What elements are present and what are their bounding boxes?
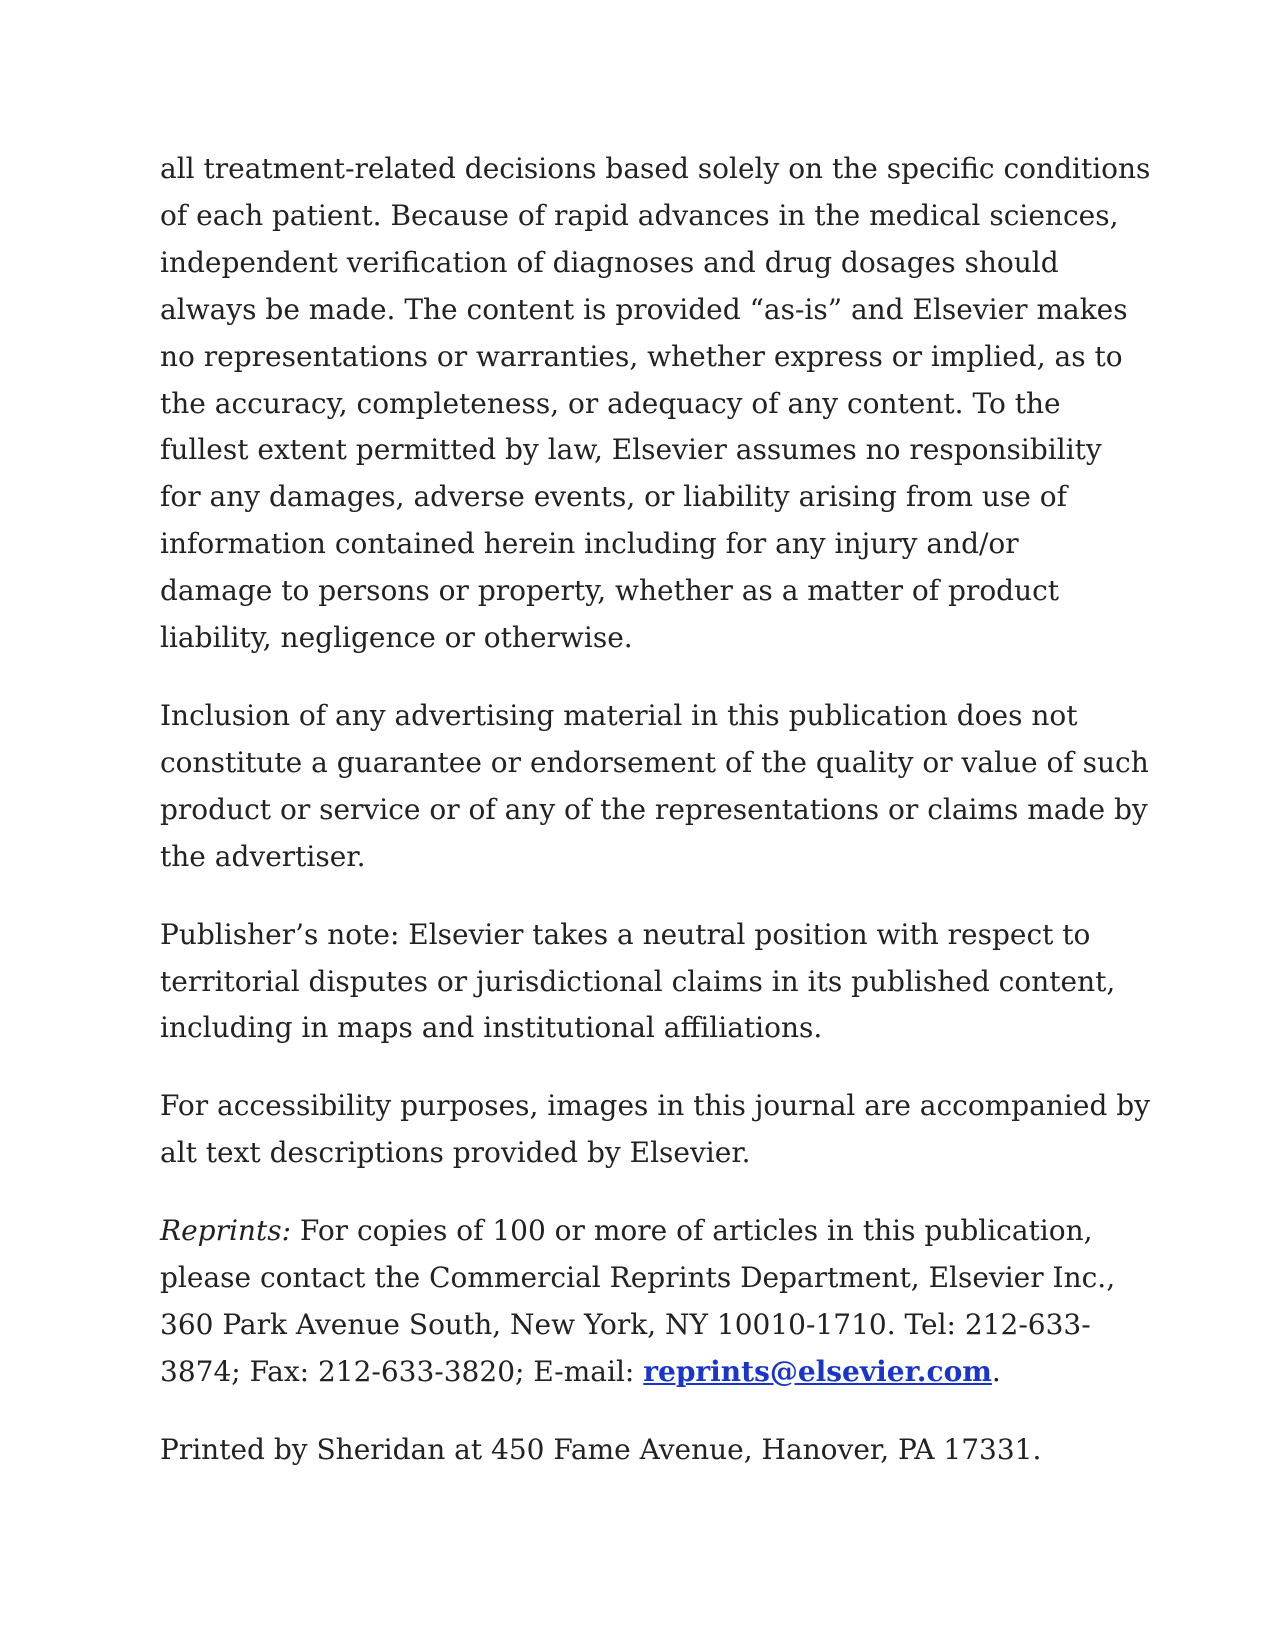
reprints-line <box>160 1208 1126 1255</box>
disclaimer-line: of each patient. Because of rapid advances in the medical sciences, <box>160 198 1119 232</box>
reprints-line: 360 Park Avenue South, New York, NY 10010-1710. Tel: 212-633- <box>160 1307 1091 1341</box>
disclaimer-line: independent verification of diagnoses and drug dosages should <box>160 245 1059 279</box>
disclaimer-line: for any damages, adverse events, or liability arising from use of <box>160 480 1067 514</box>
reprints-line <box>160 1349 1126 1396</box>
advertising-line: the advertiser. <box>160 839 366 873</box>
printed-by-line: Printed by Sheridan at 450 Fame Avenue, Hanover, PA 17331. <box>160 1432 1042 1466</box>
disclaimer-line: no representations or warranties, whether express or implied, as to <box>160 339 1123 373</box>
publisher-note-line: territorial disputes or jurisdictional claims in its published content, <box>160 964 1116 998</box>
advertising-line: Inclusion of any advertising material in this publication does not <box>160 698 1078 732</box>
advertising-line: constitute a guarantee or endorsement of the quality or value of such <box>160 745 1149 779</box>
document-page <box>160 146 1151 1505</box>
disclaimer-line: damage to persons or property, whether as a matter of product <box>160 574 1060 608</box>
publisher-note-paragraph <box>160 912 1126 1053</box>
reprints-label: Reprints: <box>160 1214 292 1248</box>
disclaimer-paragraph <box>160 146 1151 662</box>
disclaimer-line: always be made. The content is provided “as-is” and Elsevier makes <box>160 292 1128 326</box>
accessibility-paragraph <box>160 1083 1151 1177</box>
publisher-note-line: Publisher’s note: Elsevier takes a neutral position with respect to <box>160 917 1091 951</box>
disclaimer-line: information contained herein including for any injury and/or <box>160 527 1019 561</box>
accessibility-line: alt text descriptions provided by Elsevier. <box>160 1136 751 1170</box>
reprints-line: please contact the Commercial Reprints Department, Elsevier Inc., <box>160 1261 1116 1295</box>
reprints-period: . <box>991 1354 1001 1388</box>
disclaimer-line: fullest extent permitted by law, Elsevier assumes no responsibility <box>160 433 1102 467</box>
disclaimer-line: all treatment-related decisions based solely on the specific conditions <box>160 152 1151 185</box>
reprints-contact-text: 3874; Fax: 212-633-3820; E-mail: <box>160 1354 644 1388</box>
disclaimer-line: liability, negligence or otherwise. <box>160 621 633 655</box>
reprints-text: For copies of 100 or more of articles in this publication, <box>291 1214 1093 1248</box>
advertising-paragraph <box>160 693 1149 881</box>
reprints-paragraph <box>160 1208 1126 1396</box>
publisher-note-line: including in maps and institutional affiliations. <box>160 1011 823 1045</box>
accessibility-line: For accessibility purposes, images in this journal are accompanied by <box>160 1089 1151 1123</box>
advertising-line: product or service or of any of the representations or claims made by <box>160 792 1148 826</box>
printed-by-paragraph <box>160 1427 1126 1474</box>
reprints-email-link[interactable]: reprints@elsevier.com <box>643 1354 992 1388</box>
disclaimer-line: the accuracy, completeness, or adequacy of any content. To the <box>160 386 1061 420</box>
